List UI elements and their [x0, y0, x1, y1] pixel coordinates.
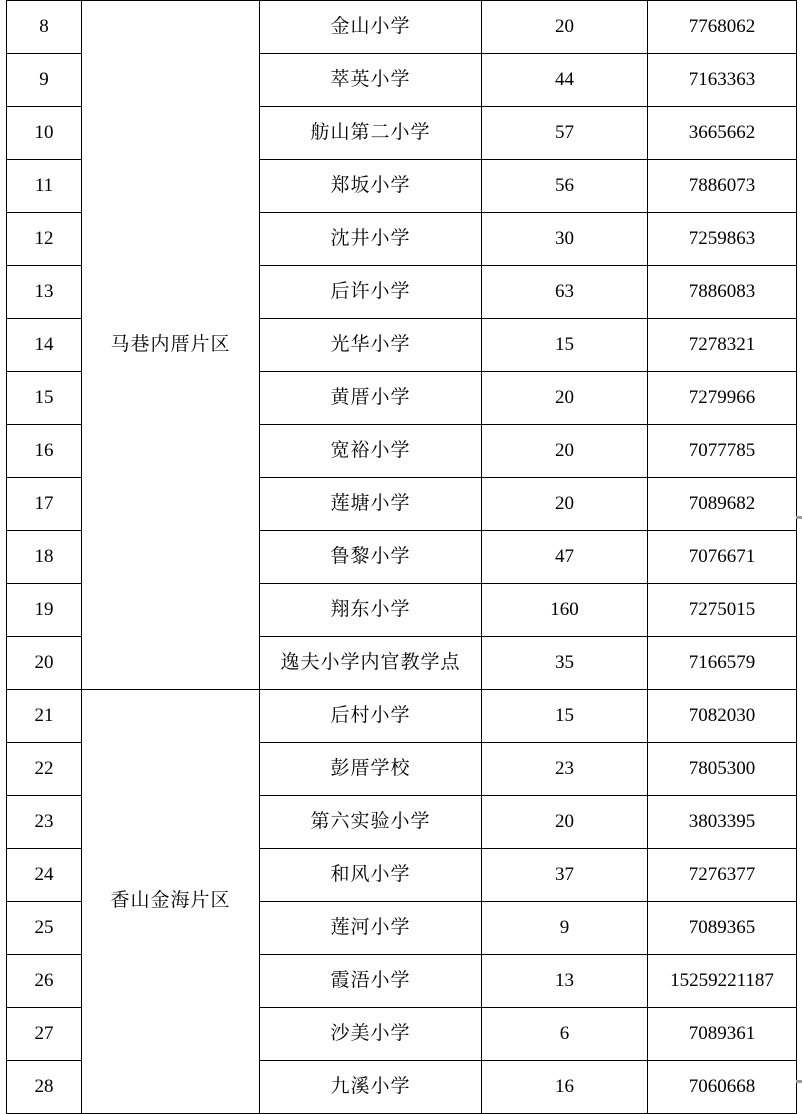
row-index-cell: 19: [7, 584, 82, 637]
table-body: [7, 1, 797, 1114]
phone-cell: 7089365: [648, 902, 797, 955]
seat-count-cell: 15: [482, 690, 648, 743]
table-row: [7, 690, 797, 743]
row-index-cell: 13: [7, 266, 82, 319]
phone-cell: 7276377: [648, 849, 797, 902]
seat-count-cell: 57: [482, 107, 648, 160]
school-name-cell: 翔东小学: [260, 584, 482, 637]
seat-count-cell: 20: [482, 425, 648, 478]
school-name-cell: 金山小学: [260, 1, 482, 54]
seat-count-cell: 20: [482, 478, 648, 531]
seat-count-cell: 47: [482, 531, 648, 584]
phone-cell: 7089682: [648, 478, 797, 531]
school-enrollment-table: [6, 0, 797, 1114]
school-name-cell: 彭厝学校: [260, 743, 482, 796]
seat-count-cell: 6: [482, 1008, 648, 1061]
phone-cell: 7082030: [648, 690, 797, 743]
row-index-cell: 27: [7, 1008, 82, 1061]
school-name-cell: 黄厝小学: [260, 372, 482, 425]
seat-count-cell: 23: [482, 743, 648, 796]
seat-count-cell: 20: [482, 796, 648, 849]
seat-count-cell: 37: [482, 849, 648, 902]
phone-cell: 7886083: [648, 266, 797, 319]
phone-cell: 7077785: [648, 425, 797, 478]
phone-cell: 7275015: [648, 584, 797, 637]
table-row: [7, 1, 797, 54]
seat-count-cell: 160: [482, 584, 648, 637]
row-index-cell: 23: [7, 796, 82, 849]
scan-edge-artifact-upper: [796, 516, 802, 519]
school-name-cell: 和风小学: [260, 849, 482, 902]
seat-count-cell: 30: [482, 213, 648, 266]
school-name-cell: 舫山第二小学: [260, 107, 482, 160]
seat-count-cell: 13: [482, 955, 648, 1008]
seat-count-cell: 20: [482, 1, 648, 54]
phone-cell: 7278321: [648, 319, 797, 372]
seat-count-cell: 44: [482, 54, 648, 107]
phone-cell: 7805300: [648, 743, 797, 796]
school-name-cell: 莲塘小学: [260, 478, 482, 531]
seat-count-cell: 56: [482, 160, 648, 213]
row-index-cell: 16: [7, 425, 82, 478]
area-group-cell: 香山金海片区: [82, 690, 260, 1114]
school-name-cell: 鲁黎小学: [260, 531, 482, 584]
row-index-cell: 15: [7, 372, 82, 425]
school-name-cell: 沈井小学: [260, 213, 482, 266]
row-index-cell: 21: [7, 690, 82, 743]
phone-cell: 7886073: [648, 160, 797, 213]
row-index-cell: 22: [7, 743, 82, 796]
school-name-cell: 逸夫小学内官教学点: [260, 637, 482, 690]
phone-cell: 7076671: [648, 531, 797, 584]
phone-cell: 7060668: [648, 1061, 797, 1114]
scan-edge-artifact-lower: [796, 1080, 802, 1083]
school-name-cell: 九溪小学: [260, 1061, 482, 1114]
phone-cell: 7163363: [648, 54, 797, 107]
phone-cell: 3803395: [648, 796, 797, 849]
row-index-cell: 9: [7, 54, 82, 107]
seat-count-cell: 9: [482, 902, 648, 955]
phone-cell: 15259221187: [648, 955, 797, 1008]
phone-cell: 7768062: [648, 1, 797, 54]
row-index-cell: 24: [7, 849, 82, 902]
row-index-cell: 18: [7, 531, 82, 584]
school-name-cell: 霞浯小学: [260, 955, 482, 1008]
row-index-cell: 10: [7, 107, 82, 160]
seat-count-cell: 15: [482, 319, 648, 372]
phone-cell: 7259863: [648, 213, 797, 266]
phone-cell: 7089361: [648, 1008, 797, 1061]
phone-cell: 7166579: [648, 637, 797, 690]
phone-cell: 3665662: [648, 107, 797, 160]
school-name-cell: 后村小学: [260, 690, 482, 743]
seat-count-cell: 35: [482, 637, 648, 690]
school-name-cell: 光华小学: [260, 319, 482, 372]
school-name-cell: 莲河小学: [260, 902, 482, 955]
row-index-cell: 26: [7, 955, 82, 1008]
school-name-cell: 第六实验小学: [260, 796, 482, 849]
seat-count-cell: 63: [482, 266, 648, 319]
school-name-cell: 沙美小学: [260, 1008, 482, 1061]
school-name-cell: 宽裕小学: [260, 425, 482, 478]
school-name-cell: 萃英小学: [260, 54, 482, 107]
row-index-cell: 12: [7, 213, 82, 266]
row-index-cell: 8: [7, 1, 82, 54]
seat-count-cell: 20: [482, 372, 648, 425]
school-name-cell: 后许小学: [260, 266, 482, 319]
phone-cell: 7279966: [648, 372, 797, 425]
row-index-cell: 11: [7, 160, 82, 213]
seat-count-cell: 16: [482, 1061, 648, 1114]
area-group-cell: 马巷内厝片区: [82, 1, 260, 690]
row-index-cell: 28: [7, 1061, 82, 1114]
row-index-cell: 14: [7, 319, 82, 372]
row-index-cell: 17: [7, 478, 82, 531]
row-index-cell: 20: [7, 637, 82, 690]
row-index-cell: 25: [7, 902, 82, 955]
school-name-cell: 郑坂小学: [260, 160, 482, 213]
